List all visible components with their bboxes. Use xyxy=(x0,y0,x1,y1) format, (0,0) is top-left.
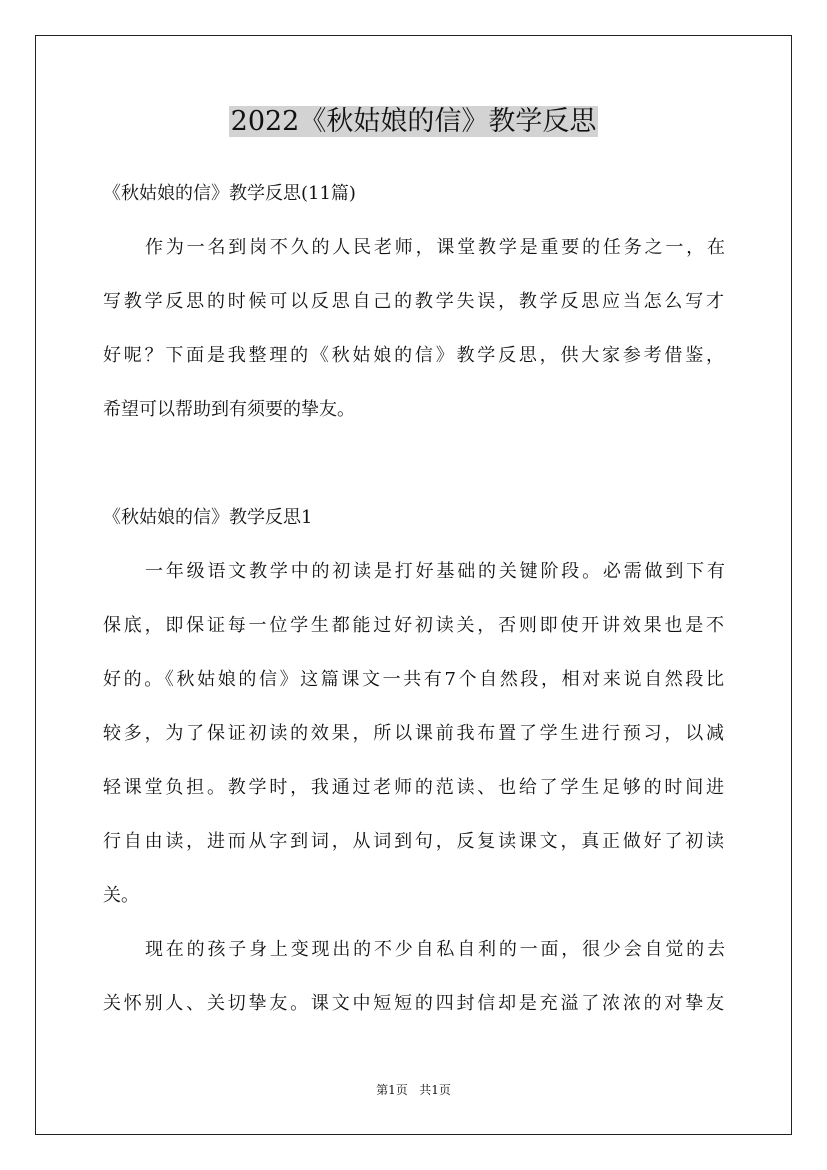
page-footer xyxy=(0,1080,827,1100)
intro-line-1: 作为一名到岗不久的人民老师，课堂教学是重要的任务之一，在 xyxy=(145,237,725,258)
p1-line-7: 关。 xyxy=(103,885,139,906)
page-number: 第1页 xyxy=(376,1083,408,1097)
document-title: 2022《秋姑娘的信》教学反思 xyxy=(230,106,597,137)
document-title-block xyxy=(0,100,827,144)
p2-line-1: 现在的孩子身上变现出的不少自私自利的一面，很少会自觉的去 xyxy=(145,939,725,960)
p2-line-2: 关怀别人、关切挚友。课文中短短的四封信却是充溢了浓浓的对挚友 xyxy=(103,993,724,1014)
p1-line-3: 好的。《秋姑娘的信》这篇课文一共有7个自然段，相对来说自然段比 xyxy=(103,669,724,690)
intro-line-3: 好呢？下面是我整理的《秋姑娘的信》教学反思，供大家参考借鉴， xyxy=(103,345,724,366)
p1-line-1: 一年级语文教学中的初读是打好基础的关键阶段。必需做到下有 xyxy=(145,561,725,582)
page-total: 共1页 xyxy=(419,1083,451,1097)
p1-line-5: 轻课堂负担。教学时，我通过老师的范读、也给了学生足够的时间进 xyxy=(103,777,724,798)
intro-line-2: 写教学反思的时候可以反思自己的教学失误，教学反思应当怎么写才 xyxy=(103,291,724,312)
intro-line-4: 希望可以帮助到有须要的挚友。 xyxy=(103,399,355,420)
section-heading-1: 《秋姑娘的信》教学反思1 xyxy=(103,507,313,528)
p1-line-2: 保底，即保证每一位学生都能过好初读关，否则即使开讲效果也是不 xyxy=(103,615,724,636)
p1-line-4: 较多，为了保证初读的效果，所以课前我布置了学生进行预习，以减 xyxy=(103,723,724,744)
p1-line-6: 行自由读，进而从字到词，从词到句，反复读课文，真正做好了初读 xyxy=(103,831,724,852)
document-subtitle: 《秋姑娘的信》教学反思(11篇) xyxy=(103,183,356,204)
